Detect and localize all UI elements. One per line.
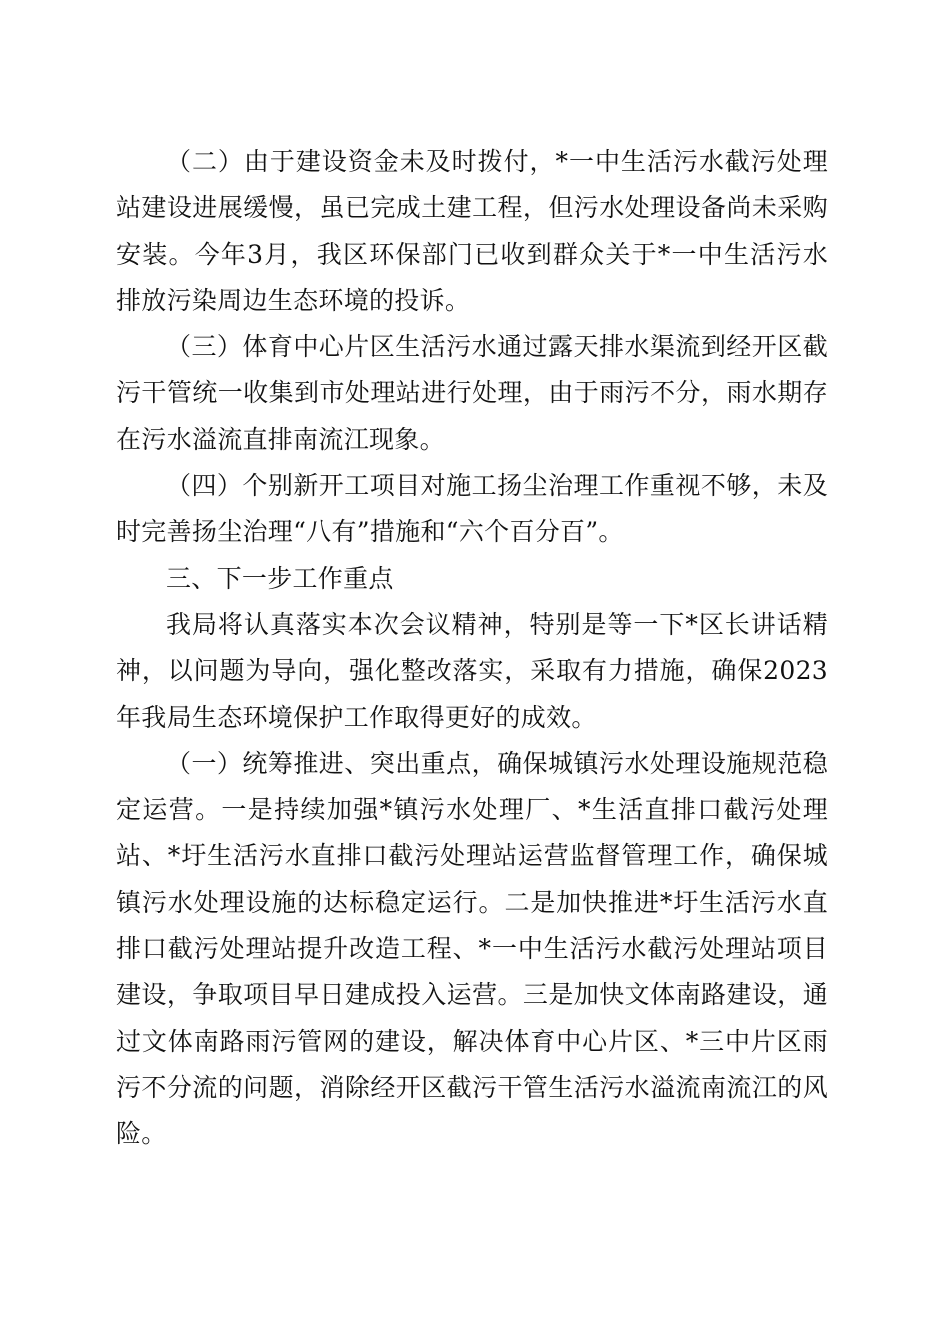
paragraph-intro: 我局将认真落实本次会议精神，特别是等一下*区长讲话精神，以问题为导向，强化整改落实，采取有力措施，确保2023年我局生态环境保护工作取得更好的成效。 (116, 609, 828, 732)
document-body (116, 139, 828, 1158)
paragraph-issue-four: （四）个别新开工项目对施工扬尘治理工作重视不够，未及时完善扬尘治理“八有”措施和“六个百分百”。 (116, 471, 828, 547)
paragraph-issue-two: （二）由于建设资金未及时拨付，*一中生活污水截污处理站建设进展缓慢，虽已完成土建工程，但污水处理设备尚未采购安装。今年3月，我区环保部门已收到群众关于*一中生活污水排放污染周边生态环境的投诉。 (116, 147, 828, 315)
paragraph-issue-three: （三）体育中心片区生活污水通过露天排水渠流到经开区截污干管统一收集到市处理站进行处理，由于雨污不分，雨水期存在污水溢流直排南流江现象。 (116, 332, 828, 454)
section-heading-next-steps: 三、下一步工作重点 (166, 563, 394, 593)
paragraph-measure-one: （一）统筹推进、突出重点，确保城镇污水处理设施规范稳定运营。一是持续加强*镇污水处理厂、*生活直排口截污处理站、*圩生活污水直排口截污处理站运营监督管理工作，确保城镇污水处理设施的达标稳定运行。二是加快推进*圩生活污水直排口截污处理站提升改造工程、*一中生活污水截污处理站项目建设，争取项目早日建成投入运营。三是加快文体南路建设，通过文体南路雨污管网的建设，解决体育中心片区、*三中片区雨污不分流的问题，消除经开区截污干管生活污水溢流南流江的风险。 (116, 748, 828, 1149)
